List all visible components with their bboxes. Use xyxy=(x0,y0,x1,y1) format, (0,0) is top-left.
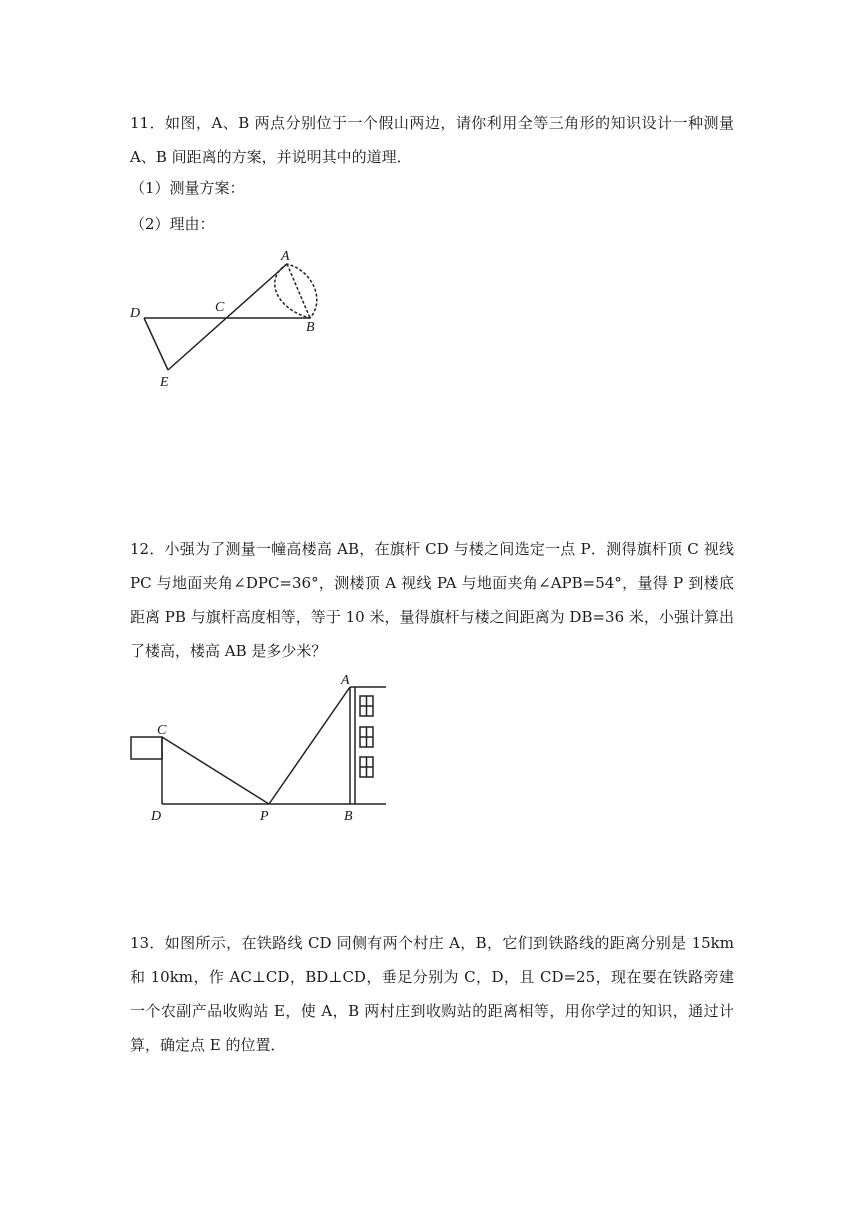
question-11-part-2: （2）理由： xyxy=(130,215,215,233)
question-12-text: 12．小强为了测量一幢高楼高 AB，在旗杆 CD 与楼之间选定一点 P．测得旗杆顶 C 视线 PC 与地面夹角∠DPC=36°，测楼顶 A 视线 PA 与地面夹角∠APB=54°，量得 P 到楼底距离 PB 与旗杆高度相等，等于 10 米，量得旗杆与楼之间距离为 DB=36 米，小强计算出了楼高，楼高 AB 是多少米？ xyxy=(130,540,734,660)
rockery-dashed-outline xyxy=(275,264,317,318)
label-d: D xyxy=(130,306,141,321)
question-11-text: 11．如图，A、B 两点分别位于一个假山两边，请你利用全等三角形的知识设计一种测量 A、B 间距离的方案，并说明其中的道理． xyxy=(130,114,734,166)
label-c: C xyxy=(157,723,167,738)
label-c: C xyxy=(215,300,225,315)
question-13-text: 13．如图所示，在铁路线 CD 同侧有两个村庄 A，B，它们到铁路线的距离分别是 15km 和 10km，作 AC⊥CD，BD⊥CD，垂足分别为 C，D，且 CD=25，现在要在铁路旁建一个农副产品收购站 E，使 A，B 两村庄到收购站的距离相等，用你学过的知识，通过计算，确定点 E 的位置． xyxy=(130,934,734,1054)
label-p: P xyxy=(260,809,269,824)
label-a: A xyxy=(281,249,290,264)
label-e: E xyxy=(160,375,169,390)
segment-ea xyxy=(168,264,287,370)
question-11-part-1: （1）测量方案： xyxy=(130,179,245,197)
label-d: D xyxy=(151,809,162,824)
label-b: B xyxy=(344,809,353,824)
segment-de xyxy=(144,318,168,370)
label-b: B xyxy=(306,320,315,335)
label-a: A xyxy=(341,673,350,688)
